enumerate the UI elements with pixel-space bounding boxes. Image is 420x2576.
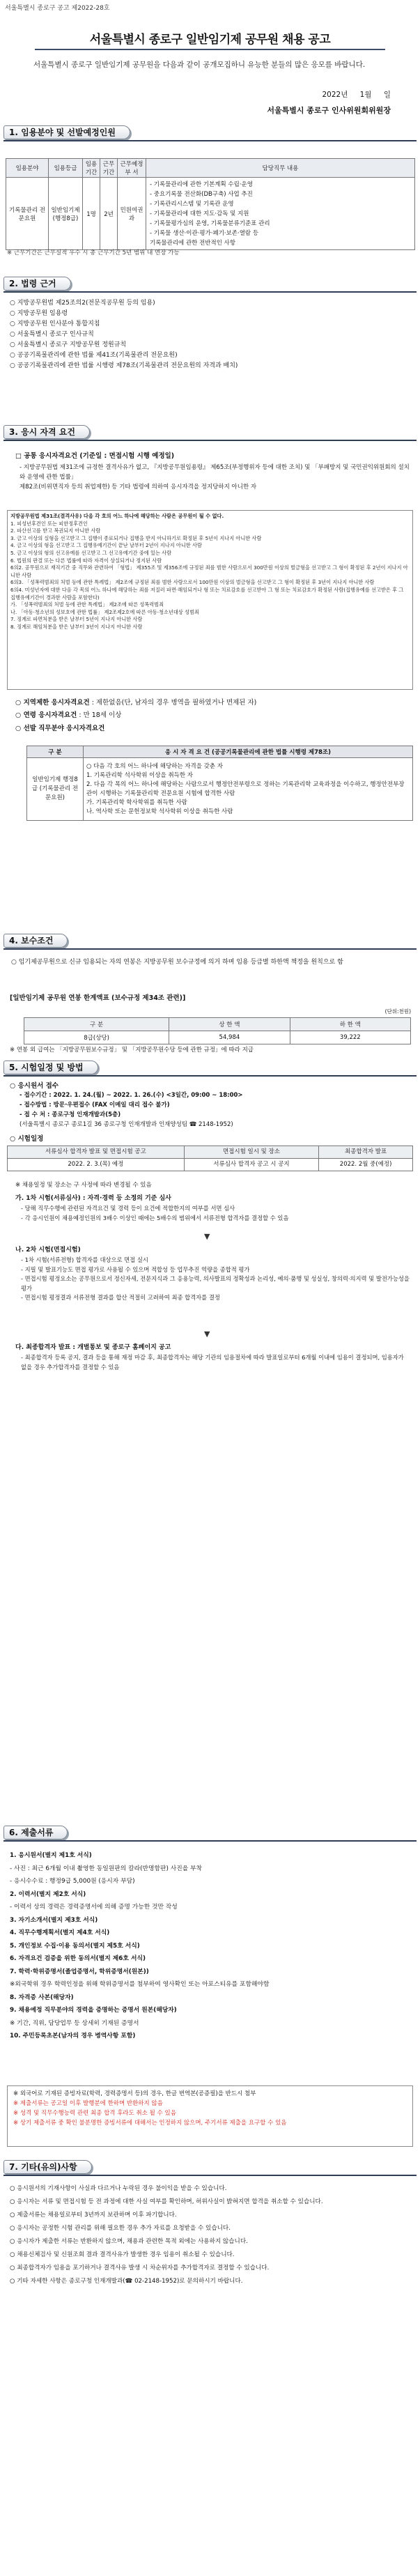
section-divider [3,440,417,441]
table-header: 담당직무 내용 [146,159,415,178]
section-header-recruit [3,125,130,139]
list-item: ○ 기타 자세한 사항은 종로구청 인재개발과(☎ 02-2148-1952)로 문의하시기 바랍니다. [10,2278,243,2285]
table-cell: 민원여권과 [118,178,146,250]
list-item: - 이력서 상의 경력은 경력증명서에 의해 증명 가능한 것만 작성 [10,1904,178,1911]
application-lines [20,1090,243,1129]
list-item: ○ 응시자는 공정한 시험 관리를 위해 필요한 경우 추가 자료를 요청받을 수 있습니다. [10,2225,231,2232]
arrow-down-icon: ▼ [204,1232,210,1241]
box-line: 나. 「아동·청소년의 성보호에 관한 법률」 제2조제2호에 따른 아동·청소년대상 성범죄 [10,608,199,615]
table-header: 구 분 [24,1018,169,1031]
text-line: - 최종합격자 등록 공지, 결과 등을 통해 재정 마감 후, 최종합격자는 해당 기관의 임용절차에 따라 발표일로부터 6개월 이내에 임용이 결정되며, 임용자가 없을 경우 추가합격자를 결정할 수 있음 [21,1354,404,1371]
list-item: ○ 지방공무원 인사분야 통합지침 [10,321,100,327]
text-line: (서울특별시 종로구 종로1길 36 종로구청 인재개발과 인재양성팀 ☎ 2148-1952) [20,1121,233,1128]
list-item: 2. 이력서(별지 제2호 서식) [10,1890,86,1898]
section-divider [3,1840,417,1842]
disqualification-box [7,510,413,690]
warning-line: ※ 제출서류는 공고일 이후 발행분에 한하며 반환하지 않음 [13,2100,163,2107]
table-cell: 39,222 [290,1031,410,1044]
general-qualification-text [20,463,410,492]
list-item: - 사진 : 최근 6개월 이내 촬영한 동일원판의 칼라(반명함판) 사진을 부착 [10,1865,203,1872]
box-title: 지방공무원법 제31조(결격사유) 다음 각 호의 어느 하나에 해당하는 사람은 공무원이 될 수 없다. [10,513,224,519]
list-item: ※외국학위 경우 학력인정을 위해 학위증명서를 첨부하여 영사확인 또는 아포스티유를 포함해야함 [10,1981,270,1988]
text-line: - 당해 직무수행에 관련된 자격요건 및 경력 등이 요건에 적합한지의 여부를 서면 심사 [21,1205,235,1212]
duty-line: - 기록관리시스템 및 기록관 운영 [150,200,234,208]
documents-list [10,1849,269,2043]
list-item: ○ 서울특별시 종로구 지방공무원 정원규칙 [10,341,127,348]
salary-text [11,957,408,968]
text-line: - 접수기간 : 2022. 1. 24.(월) ~ 2022. 1. 26.(수) <3일간, 09:00 ~ 18:00> [20,1092,243,1099]
duties-cell [146,178,415,250]
box-line: 4. 금고 이상의 형을 선고받고 그 집행유예기간이 끝난 날부터 2년이 지나지 아니한 사람 [10,542,202,549]
box-line: 가. 「성폭력범죄의 처벌 등에 관한 특례법」 제2조에 따른 성폭력범죄 [10,601,164,608]
text-line: ○ 다음 각 호의 어느 하나에 해당하는 자격을 갖춘 자 [86,762,223,770]
requirement-label: ○ 선발 직무분야 응시자격요건 [15,725,105,732]
box-line: 3. 금고 이상의 실형을 선고받고 그 집행이 종료되거나 집행을 받지 아니하기로 확정된 후 5년이 지나지 아니한 사람 [10,534,262,541]
salary-unit: (단위:천원) [384,1008,411,1015]
title-divider [35,49,385,50]
list-item: 10. 주민등록초본(남자의 경우 병역사항 포함) [10,2033,136,2039]
duty-line: - 기록물관리에 관한 기본계획 수립·운영 [150,180,253,188]
list-item: ○ 제출서류는 채용일로부터 3년까지 보관하며 이후 파기합니다. [10,2212,177,2219]
table-cell: 8급(상당) [24,1031,169,1044]
section-divider [3,948,417,950]
table-cell: 1명 [83,178,100,250]
box-line: 7. 징계로 파면처분을 받은 날부터 5년이 지나지 아니한 사람 [10,616,143,623]
qualification-body-cell [84,758,413,821]
table-header: 구 분 [27,746,84,758]
list-item: 7. 학력·학위증명서(졸업증명서, 학위증명서(원본)) [10,1968,149,1975]
box-line: 6의3. 「성폭력범죄의 처벌 등에 관한 특례법」 제2조에 규정된 죄를 범한 사람으로서 100만원 이상의 벌금형을 선고받고 그 형이 확정된 후 3년이 지나지 아니한 사람 [10,579,375,586]
text-line: - 각 응시인원이 채용예정인원의 3배수 이상인 때에는 5배수의 범위에서 서류전형 합격자를 결정할 수 있음 [21,1214,289,1221]
box-line: 1. 피성년후견인 또는 피한정후견인 [10,520,88,527]
list-item: 6. 자격요건 검증을 위한 동의서(별지 제6호 서식) [10,1955,146,1962]
field-qualification-table [26,746,413,821]
salary-table [24,1017,411,1044]
section-title: 7. 기타(유의)사항 [3,2160,92,2174]
section-divider [3,2175,417,2176]
table-header: 임용기간 [83,159,100,178]
table-header: 서류심사 합격자 발표 및 면접시험 공고 [8,1146,185,1159]
age-requirement [15,709,121,719]
warning-line: ※ 성격 및 직무수행능력 관련 최종 합격 후라도 취소 될 수 있음 [13,2110,176,2117]
box-line: 5. 금고 이상의 형의 선고유예를 선고받고 그 선고유예기간 중에 있는 사람 [10,549,172,556]
list-item: ○ 채용신체검사 및 신원조회 결과 결격사유가 발생한 경우 임용이 취소될 수 있습니다. [10,2251,235,2258]
schedule-table [7,1146,413,1171]
region-requirement [15,697,256,707]
list-item: ※ 기간, 직위, 담당업무 등 상세히 기재된 증명서 [10,2019,139,2027]
recruit-note: ※ 근무기간은 근무실적 우수 시 총 근무기간 5년 범위 내 연장 가능 [7,249,180,256]
notice-signer: 서울특별시 종로구 인사위원회위원장 [267,106,391,115]
requirement-value: : 제한없음(단, 남자의 경우 병역을 필하였거나 면제된 자) [89,699,257,707]
text-line: 1. 기록관리학 석사학위 이상을 취득한 자 [86,771,193,779]
text-line: - 접수방법 : 방문·우편접수 (FAX 이메일 대리 접수 불가) [20,1102,170,1109]
section-title: 1. 임용분야 및 선발예정인원 [3,125,130,139]
step1-lines [21,1204,411,1223]
list-item: ○ 응시원서의 기재사항이 사실과 다르거나 누락된 경우 불이익을 받을 수 있습니다. [10,2185,227,2192]
list-item: 3. 자기소개서(별지 제3호 서식) [10,1916,98,1924]
step3-lines [21,1353,411,1372]
section-header-salary [3,934,68,948]
table-header: 상 한 액 [169,1018,290,1031]
section-header-misc [3,2160,92,2174]
text-line: 가. 기록관리학 학사학위를 취득한 사람 [86,799,187,806]
list-item: ○ 서울특별시 종로구 인사규칙 [10,331,94,338]
list-item: ○ 공공기록물관리에 관한 법률 시행령 제78조(기록물관리 전문요원의 자격과 배치) [10,362,238,369]
text-line: 나. 역사학 또는 문헌정보학 석사학위 이상을 취득한 사람 [86,808,233,815]
warning-line: ※ 상기 제출서류 중 확인 불분명한 증빙서류에 대해서는 인정하지 않으며, 주기서류 제출을 요구할 수 있음 [13,2120,287,2127]
list-item: ○ 응시자가 제출한 서류는 반환하지 않으며, 채용과 관련한 목적 외에는 사용하지 않습니다. [10,2238,248,2245]
section-title: 3. 응시 자격 요건 [3,425,90,439]
list-item: ○ 최종합격자가 임용을 포기하거나 결격사유 발생 시 차순위자를 추가합격자로 결정할 수 있습니다. [10,2265,270,2272]
duty-line: 기록물관리에 관한 전반적인 사항 [150,239,236,247]
step3-title: 다. 최종합격자 발표 : 개별통보 및 종로구 홈페이지 공고 [15,1344,171,1351]
list-item: 8. 자격증 사본(해당자) [10,1993,74,2001]
section-header-schedule [3,1061,98,1074]
step2-lines [21,1256,411,1303]
text-line: - 접 수 처 : 종로구청 인재개발과(5층) [20,1111,121,1118]
section-title: 6. 제출서류 [3,1826,68,1840]
duty-line: - 중요기록물 전산화(DB구축) 사업 추진 [150,190,253,198]
list-item: ○ 지방공무원법 제25조의2(전문직공무원 등의 임용) [10,300,155,307]
general-qualification-title: □ 공통 응시자격요건 (기준일 : 면접시험 시행 예정일) [15,452,175,460]
table-header: 면접시험 일시 및 장소 [184,1146,319,1159]
list-item: 9. 채용예정 직무분야의 경력을 증명하는 증명서 원본(해당자) [10,2007,177,2014]
table-cell: 2022. 2월 중(예정) [319,1159,413,1171]
box-line: 6의4. 미성년자에 대한 다음 각 목의 어느 하나에 해당하는 죄를 저질러 파면·해임되거나 형 또는 치료감호를 선고받아 그 형 또는 치료감호가 확정된 사람(집행유예를 선고받은 후 그 집행유예기간이 경과한 사람을 포함한다) [10,586,404,601]
section-header-law [3,277,71,291]
field-requirement [15,723,104,732]
box-line: 8. 징계로 해임처분을 받은 날부터 3년이 지나지 아니한 사람 [10,623,143,630]
documents-warning-box [7,2085,413,2147]
step2-title: 나. 2차 시험(면접시험) [15,1247,81,1254]
duty-line: - 기록물관리에 대한 지도·감독 및 지원 [150,210,249,217]
table-cell: 일반임기제 행정8급 (기록물관리 전문요원) [27,758,84,821]
law-list [10,298,238,371]
schedule-note: ※ 채용일정 및 장소는 구 사정에 따라 변경될 수 있음 [15,1182,152,1189]
section-title: 4. 보수조건 [3,934,68,948]
list-item: 1. 응시원서(별지 제1호 서식) [10,1852,92,1859]
requirement-label: ○ 연령 응시자격요건 [15,711,77,719]
list-item: ○ 지방공무원 임용령 [10,310,68,317]
requirement-value: : 만 18세 이상 [77,711,122,719]
table-cell: 일반임기제 (행정8급) [49,178,83,250]
warning-line: ※ 외국어로 기재된 증빙자료(학력, 경력증명서 등)의 경우, 한글 번역본(공증필)을 반드시 첨부 [13,2090,256,2097]
list-item: - 응시수수료 : 행정9급 5,000원 (응시자 부담) [10,1878,135,1885]
text-line: - 지필 및 발표기능도 면접 평가로 사용될 수 있으며 적합성 등 업무추진 역량을 종합적 평가 [21,1265,250,1273]
table-header: 근무예정부 서 [118,159,146,178]
table-header: 최종합격자 발표 [319,1146,413,1159]
box-line: 6의2. 공무원으로 재직기간 중 직무와 관련하여 「형법」 제355조 및 제356조에 규정된 죄를 범한 사람으로서 300만원 이상의 벌금형을 선고받고 그 형이 확정된 후 2년이 지나지 아니한 사람 [10,564,408,578]
duty-line: - 기록물평가심의 운영, 기록물분류기준표 관리 [150,219,270,227]
text-line: 제82조(비위면직자 등의 취업제한) 등 기타 법령에 의하여 응시자격을 정지당하지 아니한 자 [20,484,257,491]
list-item: 5. 개인정보 수집·이용 동의서(별지 제5호 서식) [10,1942,140,1950]
section-divider [3,140,417,141]
text-line: - 면접시험 평정결과 서류전형 결과를 합산 적절히 고려하여 최종 합격자를 결정 [21,1294,220,1301]
notice-id: 서울특별시 종로구 공고 제2022-28호 [5,5,110,12]
table-header: 임용등급 [49,159,83,178]
requirement-label: ○ 지역제한 응시자격요건 [15,699,90,707]
page-title: 서울특별시 종로구 일반임기제 공무원 채용 공고 [89,33,331,47]
text-line: - 지방공무원법 제31조에 규정한 결격사유가 없고, 『지방공무원임용령』 제65조(부정행위자 등에 대한 조치) 및 「부패방지 및 국민권익위원회의 설치와 운영에 관한 법률」 [20,464,410,481]
schedule-title: ○ 시험일정 [10,1135,44,1143]
section-divider [3,1075,417,1077]
table-header: 하 한 액 [290,1018,410,1031]
table-cell: 2022. 2. 3.(목) 예정 [8,1159,185,1171]
duty-line: - 기록물 생산·이관·평가·폐기·보존·열람 등 [150,229,259,237]
table-cell: 54,984 [169,1031,290,1044]
application-title: ○ 응시원서 접수 [10,1082,59,1090]
table-header: 근무기간 [100,159,118,178]
arrow-down-icon: ▼ [204,1329,210,1339]
table-cell: 2년 [100,178,118,250]
section-title: 5. 시험일정 및 방법 [3,1061,98,1074]
table-header: 응 시 자 격 요 건 (공공기록물관리에 관한 법률 시행령 제78조) [84,746,413,758]
box-line: 2. 파산선고를 받고 복권되지 아니한 사람 [10,527,101,534]
table-header: 임용분야 [6,159,49,178]
section-title: 2. 법령 근거 [3,277,71,291]
text-line: ○ 임기제공무원으로 신규 임용되는 자의 연봉은 지방공무원 보수규정에 의거 하며 임용 등급별 하한액 책정을 원칙으로 함 [11,959,343,966]
section-header-documents [3,1826,68,1840]
list-item: 4. 직무수행계획서(별지 제4호 서식) [10,1929,110,1936]
step1-title: 가. 1차 시험(서류심사) : 자격·경력 등 소정의 기준 심사 [15,1195,171,1202]
text-line: 2. 다음 각 목의 어느 하나에 해당하는 사람으로서 행정안전부령으로 정하는 기록관리학 교육과정을 이수하고, 행정안전부장관이 시행하는 기록물관리학 전문요원 시험에 합격한 사람 [86,780,405,797]
table-cell: 기록물관리 전문요원 [6,178,49,250]
intro-text: 서울특별시 종로구 일반임기제 공무원을 다음과 같이 공개모집하니 유능한 분들의 많은 응모를 바랍니다. [33,61,366,69]
box-line: 6. 법원의 판결 또는 다른 법률에 따라 자격이 상실되거나 정지된 사람 [10,557,162,564]
list-item: ○ 응시자는 서류 및 면접시험 등 전 과정에 대한 사실 여부를 확인하며, 허위사실이 밝혀지면 합격을 취소할 수 있습니다. [10,2198,323,2205]
list-item: ○ 공공기록물관리에 관한 법률 제41조(기록물관리 전문요원) [10,352,178,359]
section-divider [3,291,417,293]
text-line: - 면접시험 평정요소는 공무원으로서 정신자세, 전문지식과 그 응용능력, 의사발표의 정확성과 논리성, 예의·품행 및 성실성, 창의력·의지력 및 발전가능성을 평가 [21,1275,410,1292]
notice-date: 2022년 1월 일 [322,91,391,99]
recruit-table [6,158,415,250]
misc-list [10,2184,411,2290]
salary-note: ※ 연봉 외 급여는 「지방공무원보수규정」 및 「지방공무원수당 등에 관한 규정」에 따라 지급 [10,1047,254,1054]
section-header-qualification [3,425,90,439]
text-line: - 1차 시험(서류전형) 합격자를 대상으로 면접 실시 [21,1256,148,1263]
salary-subtitle: [일반임기제 공무원 연봉 한계액표 (보수규정 제34조 관련)] [10,994,186,1002]
table-cell: 서류심사 합격자 공고 시 공지 [184,1159,319,1171]
